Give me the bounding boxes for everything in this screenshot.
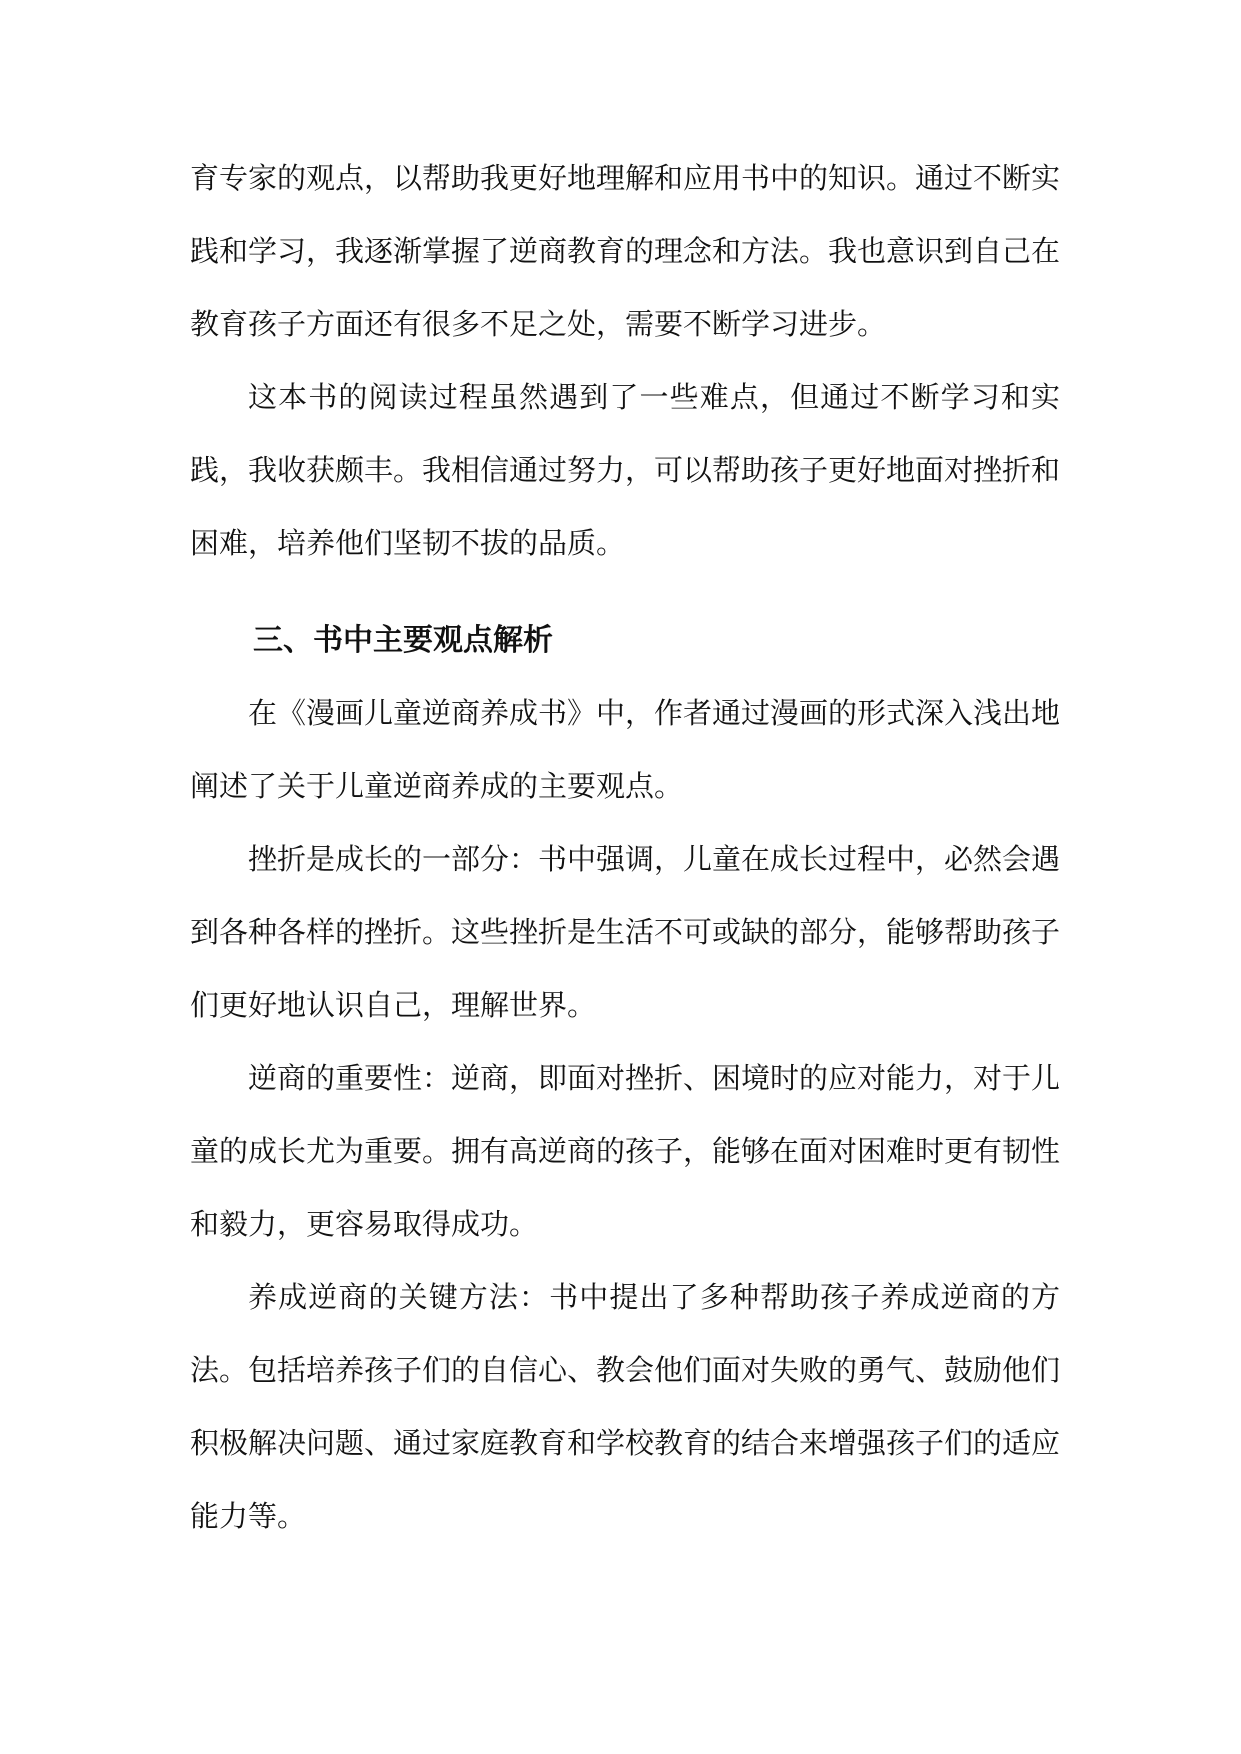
section-heading: 三、书中主要观点解析 bbox=[253, 623, 553, 658]
paragraph-continuation: 育专家的观点，以帮助我更好地理解和应用书中的知识。通过不断实践和学习，我逐渐掌握了逆商教育的理念和方法。我也意识到自己在教育孩子方面还有很多不足之处，需要不断学习进步。 bbox=[190, 161, 1061, 341]
paragraph-frustration-growth: 挫折是成长的一部分：书中强调，儿童在成长过程中，必然会遇到各种各样的挫折。这些挫折是生活不可或缺的部分，能够帮助孩子们更好地认识自己，理解世界。 bbox=[190, 842, 1061, 1022]
paragraph-aq-importance: 逆商的重要性：逆商，即面对挫折、困境时的应对能力，对于儿童的成长尤为重要。拥有高逆商的孩子，能够在面对困难时更有韧性和毅力，更容易取得成功。 bbox=[190, 1061, 1061, 1241]
paragraph-reading-summary: 这本书的阅读过程虽然遇到了一些难点，但通过不断学习和实践，我收获颇丰。我相信通过努力，可以帮助孩子更好地面对挫折和困难，培养他们坚韧不拔的品质。 bbox=[190, 380, 1061, 560]
paragraph-intro: 在《漫画儿童逆商养成书》中，作者通过漫画的形式深入浅出地阐述了关于儿童逆商养成的主要观点。 bbox=[190, 696, 1061, 803]
document-body bbox=[190, 142, 1060, 1553]
paragraph-aq-methods: 养成逆商的关键方法：书中提出了多种帮助孩子养成逆商的方法。包括培养孩子们的自信心、教会他们面对失败的勇气、鼓励他们积极解决问题、通过家庭教育和学校教育的结合来增强孩子们的适应能力等。 bbox=[190, 1280, 1061, 1533]
